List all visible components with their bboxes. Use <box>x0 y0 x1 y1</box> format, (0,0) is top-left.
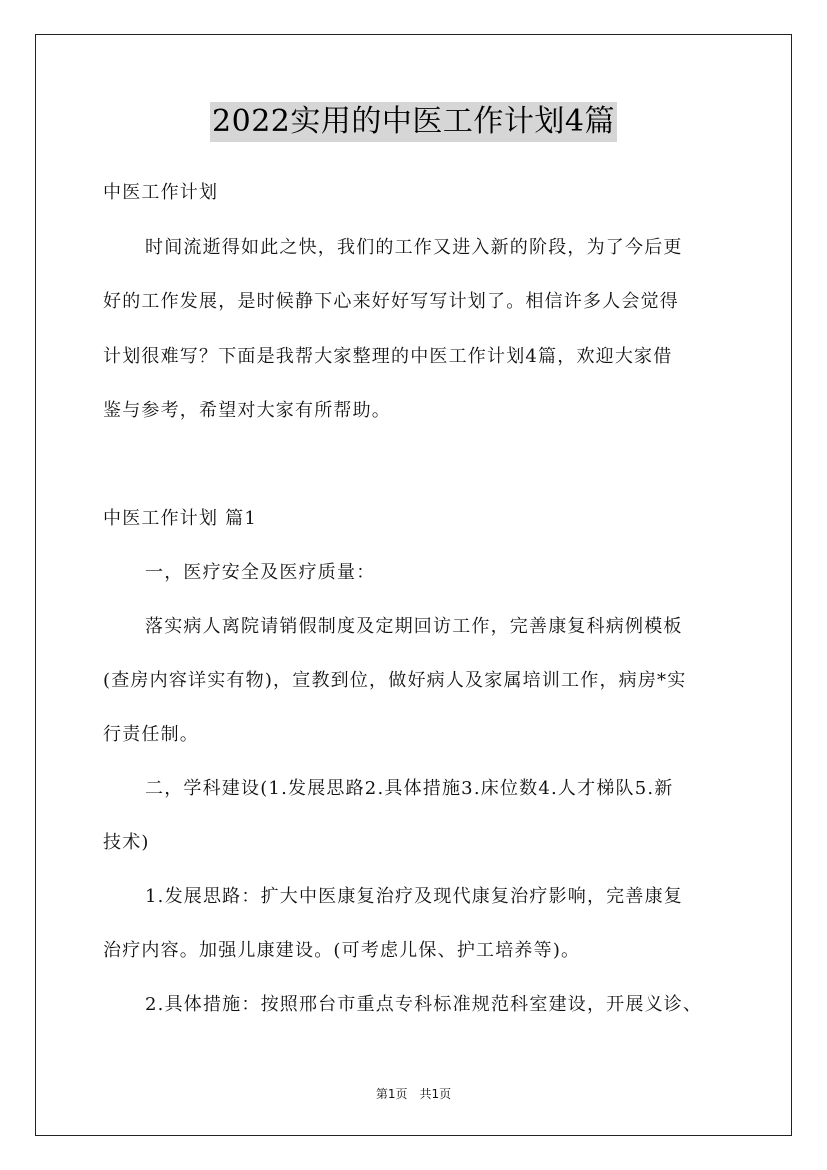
paragraph-line: (查房内容详实有物)，宣教到位，做好病人及家属培训工作，病房*实 <box>103 670 687 691</box>
paragraph-line: 鉴与参考，希望对大家有所帮助。 <box>103 400 391 421</box>
paragraph-line: 一，医疗安全及医疗质量： <box>145 562 376 583</box>
paragraph-line: 好的工作发展，是时候静下心来好好写写计划了。相信许多人会觉得 <box>103 291 679 312</box>
section-heading: 中医工作计划 <box>103 182 219 203</box>
paragraph-line: 二，学科建设(1.发展思路2.具体措施3.床位数4.人才梯队5.新 <box>145 778 674 799</box>
paragraph-line: 时间流逝得如此之快，我们的工作又进入新的阶段，为了今后更 <box>145 237 683 258</box>
document-title-wrap <box>0 102 827 142</box>
paragraph-line: 计划很难写？下面是我帮大家整理的中医工作计划4篇，欢迎大家借 <box>103 346 673 367</box>
paragraph-line: 治疗内容。加强儿康建设。(可考虑儿保、护工培养等)。 <box>103 940 581 961</box>
section-heading: 中医工作计划 篇1 <box>103 508 257 529</box>
paragraph-line: 1.发展思路：扩大中医康复治疗及现代康复治疗影响，完善康复 <box>145 886 683 907</box>
paragraph-line: 2.具体措施：按照邢台市重点专科标准规范科室建设，开展义诊、 <box>145 994 703 1015</box>
paragraph-line: 行责任制。 <box>103 724 199 745</box>
document-title: 2022实用的中医工作计划4篇 <box>210 102 617 142</box>
paragraph-line: 技术) <box>103 832 150 853</box>
paragraph-line: 落实病人离院请销假制度及定期回访工作，完善康复科病例模板 <box>145 616 683 637</box>
page-number: 第1页 共1页 <box>375 1087 452 1101</box>
